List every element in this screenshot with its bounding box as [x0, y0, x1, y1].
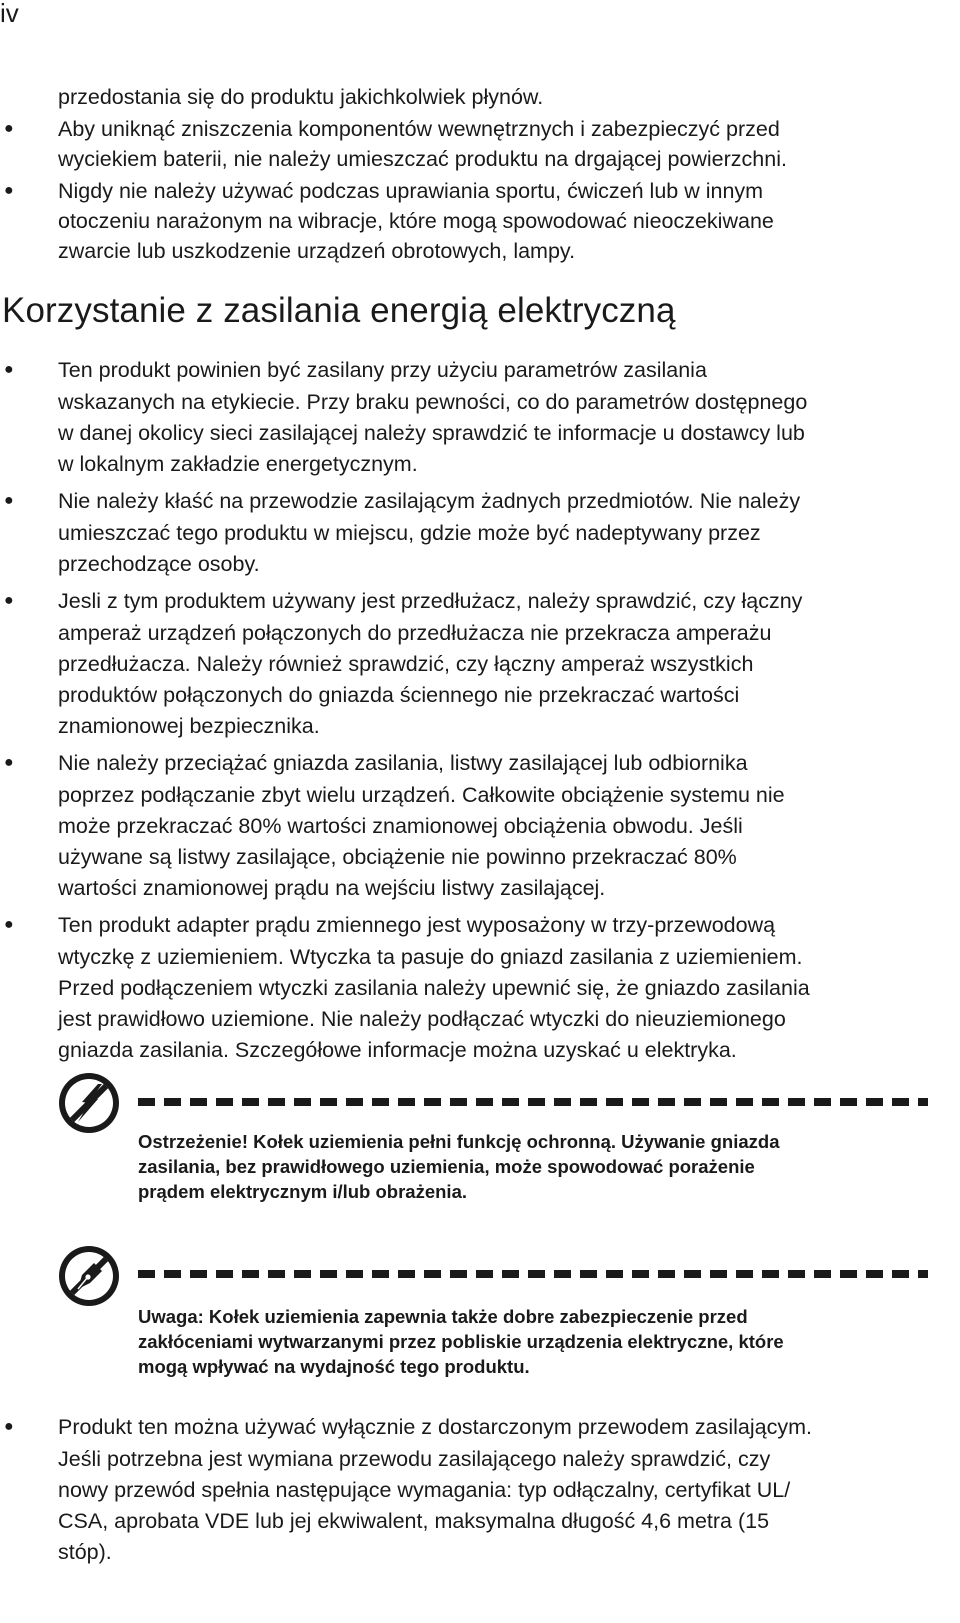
page-number: iv [0, 0, 19, 28]
list-item-line: Jesli z tym produktem używany jest przedłużacz, należy sprawdzić, czy łączny [58, 589, 803, 613]
list-item-line: używane są listwy zasilające, obciążenie nie powinno przekraczać 80% [58, 845, 737, 869]
note-text-line: zakłóceniami wytwarzanymi przez pobliskie urządzenia elektryczne, które [138, 1331, 784, 1352]
list-item-line: stóp). [58, 1540, 112, 1564]
section-heading: Korzystanie z zasilania energią elektryczną [2, 291, 676, 330]
list-item-line: znamionowej bezpiecznika. [58, 714, 320, 738]
bullet-dot: ● [4, 120, 14, 137]
list-item-line: Jeśli potrzebna jest wymiana przewodu zasilającego należy sprawdzić, czy [58, 1447, 771, 1471]
list-item-line: Aby uniknąć zniszczenia komponentów wewnętrznych i zabezpieczyć przed [58, 117, 780, 141]
list-item-line: wyciekiem baterii, nie należy umieszczać produktu na drgającej powierzchni. [58, 147, 787, 171]
bullet-dot: ● [4, 361, 14, 378]
pen-note-icon [58, 1245, 120, 1307]
list-item-line: w lokalnym zakładzie energetycznym. [58, 452, 418, 476]
list-item-line: Nie należy przeciążać gniazda zasilania, listwy zasilającej lub odbiornika [58, 751, 748, 775]
list-item-line: wartości znamionowej prądu na wejściu listwy zasilającej. [58, 876, 606, 900]
bullet-dot: ● [4, 182, 14, 199]
list-item-line: Nie należy kłaść na przewodzie zasilającym żadnych przedmiotów. Nie należy [58, 489, 801, 513]
list-item-line: otoczeniu narażonym na wibracje, które mogą spowodować nieoczekiwane [58, 209, 774, 233]
list-item-line: przedłużacza. Należy również sprawdzić, czy łączny amperaż wszystkich [58, 652, 754, 676]
list-item-line: w danej okolicy sieci zasilającej należy sprawdzić te informacje u dostawcy lub [58, 421, 805, 445]
list-item-line: Produkt ten można używać wyłącznie z dostarczonym przewodem zasilającym. [58, 1415, 812, 1439]
bullet-dot: ● [4, 754, 14, 771]
list-item-line: CSA, aprobata VDE lub jej ekwiwalent, maksymalna długość 4,6 metra (15 [58, 1509, 770, 1533]
list-item-line: gniazda zasilania. Szczegółowe informacje można uzyskać u elektryka. [58, 1038, 737, 1062]
list-item-line: Ten produkt powinien być zasilany przy użyciu parametrów zasilania [58, 358, 707, 382]
dashed-divider [138, 1270, 928, 1278]
list-item-line: umieszczać tego produktu w miejscu, gdzie może być nadeptywany przez [58, 521, 761, 545]
list-item-line: Ten produkt adapter prądu zmiennego jest wyposażony w trzy-przewodową [58, 913, 776, 937]
warning-text-line: zasilania, bez prawidłowego uziemienia, może spowodować porażenie [138, 1156, 755, 1177]
list-item-line: przechodzące osoby. [58, 552, 260, 576]
bullet-dot: ● [4, 1418, 14, 1435]
list-item-line: amperaż urządzeń połączonych do przedłużacza nie przekracza amperażu [58, 621, 772, 645]
list-item-line: jest prawidłowo uziemione. Nie należy podłączać wtyczki do nieuziemionego [58, 1007, 786, 1031]
bullet-dot: ● [4, 492, 14, 509]
list-item-line: może przekraczać 80% wartości znamionowej obciążenia obwodu. Jeśli [58, 814, 743, 838]
dashed-divider [138, 1098, 928, 1106]
note-text-line: mogą wpływać na wydajność tego produktu. [138, 1356, 530, 1377]
note-text-line: Uwaga: Kołek uziemienia zapewnia także dobre zabezpieczenie przed [138, 1306, 748, 1327]
list-item-line: produktów połączonych do gniazda ściennego nie przekraczać wartości [58, 683, 740, 707]
bullet-dot: ● [4, 916, 14, 933]
lightning-warning-icon [58, 1072, 120, 1134]
list-item-line: Przed podłączeniem wtyczki zasilania należy upewnić się, że gniazdo zasilania [58, 976, 810, 1000]
list-item-line: poprzez podłączanie zbyt wielu urządzeń. Całkowite obciążenie systemu nie [58, 783, 785, 807]
list-item-line: wtyczkę z uziemieniem. Wtyczka ta pasuje do gniazd zasilania z uziemieniem. [58, 945, 803, 969]
intro-continuation: przedostania się do produktu jakichkolwiek płynów. [58, 85, 544, 109]
bullet-dot: ● [4, 592, 14, 609]
warning-text-line: Ostrzeżenie! Kołek uziemienia pełni funkcję ochronną. Używanie gniazda [138, 1131, 780, 1152]
list-item-line: nowy przewód spełnia następujące wymagania: typ odłączalny, certyfikat UL/ [58, 1478, 791, 1502]
list-item-line: zwarcie lub uszkodzenie urządzeń obrotowych, lampy. [58, 239, 576, 263]
list-item-line: Nigdy nie należy używać podczas uprawiania sportu, ćwiczeń lub w innym [58, 179, 764, 203]
warning-text-line: prądem elektrycznym i/lub obrażenia. [138, 1181, 467, 1202]
list-item-line: wskazanych na etykiecie. Przy braku pewności, co do parametrów dostępnego [58, 390, 808, 414]
